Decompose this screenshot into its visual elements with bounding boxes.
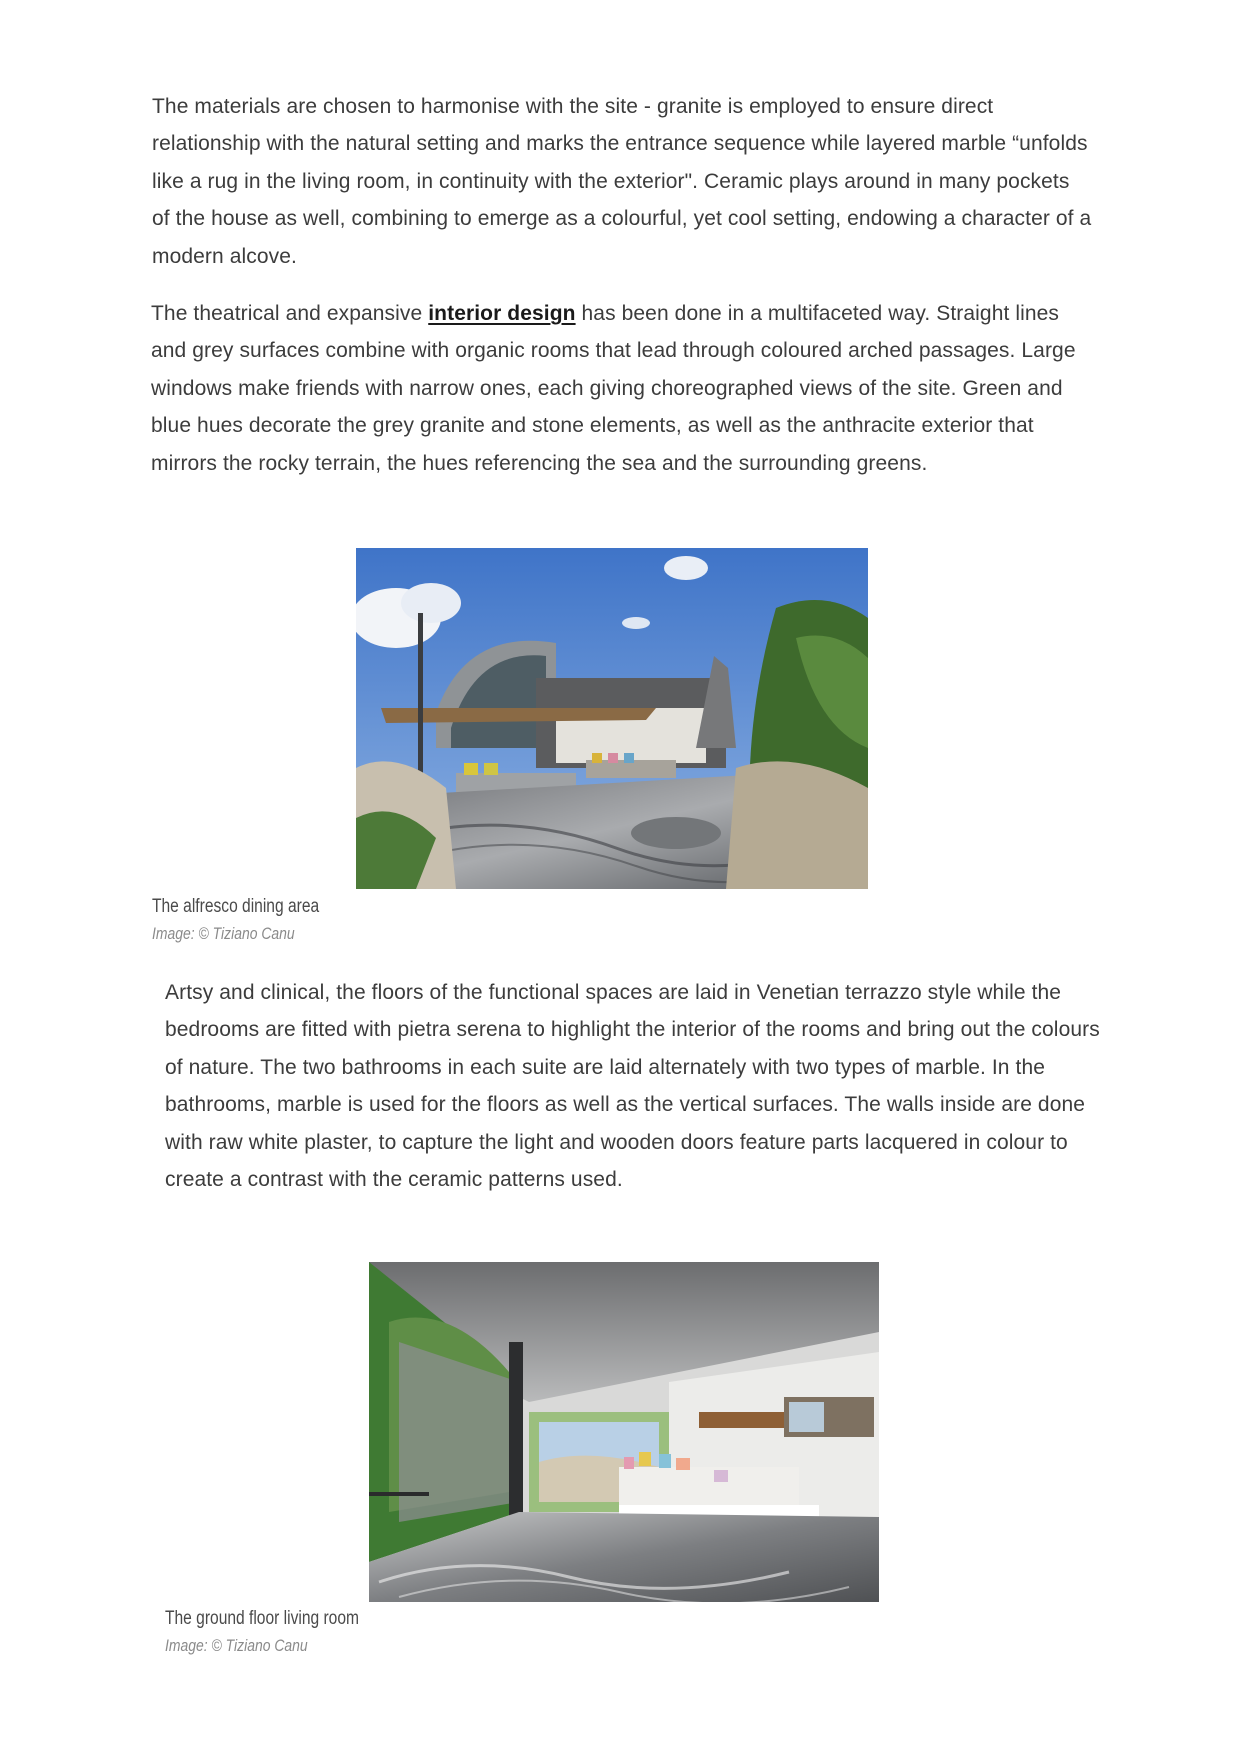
alfresco-dining-photo (356, 548, 868, 889)
ground-floor-living-room-photo (369, 1262, 879, 1602)
paragraph-text-after-link: has been done in a multifaceted way. Straight lines and grey surfaces combine with organic rooms that lead through coloured arched passages. Large windows make friends with narrow ones, each giving choreographed views of the site. Green and blue hues decorate the grey granite and stone elements, as well as the anthracite exterior that mirrors the rocky terrain, the hues referencing the sea and the surrounding greens. (151, 302, 1076, 475)
paragraph-materials: The materials are chosen to harmonise with the site - granite is employed to ensure direct relationship with the natural setting and marks the entrance sequence while layered marble “unfolds like a rug in the living room, in continuity with the exterior". Ceramic plays around in many pockets of the house as well, combining to emerge as a colourful, yet cool setting, endowing a character of a modern alcove. (152, 95, 1092, 268)
interior-design-link[interactable]: interior design (428, 302, 576, 325)
figure-credit: Image: © Tiziano Canu (165, 1636, 308, 1655)
paragraph-floors: Artsy and clinical, the floors of the functional spaces are laid in Venetian terrazzo style while the bedrooms are fitted with pietra serena to highlight the interior of the rooms and bring out the colours of nature. The two bathrooms in each suite are laid alternately with two types of marble. In the bathrooms, marble is used for the floors as well as the vertical surfaces. The walls inside are done with raw white plaster, to capture the light and wooden doors feature parts lacquered in colour to create a contrast with the ceramic patterns used. (165, 981, 1100, 1192)
figure-credit: Image: © Tiziano Canu (152, 924, 295, 943)
paragraph-text-before-link: The theatrical and expansive (151, 302, 429, 325)
paragraph-interior-design (151, 295, 1091, 482)
figure-caption: The ground floor living room (165, 1608, 359, 1629)
figure-caption: The alfresco dining area (152, 896, 320, 917)
